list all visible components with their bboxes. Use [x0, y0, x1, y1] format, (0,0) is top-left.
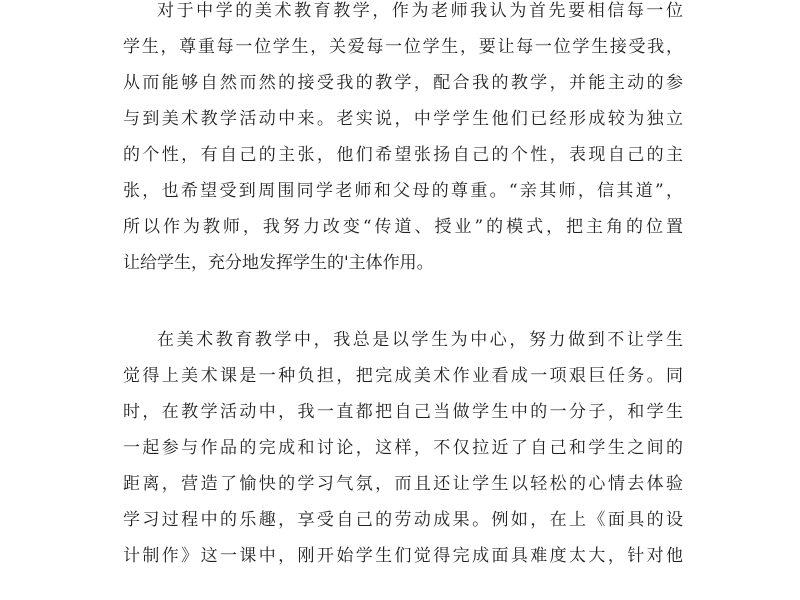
paragraph-1-line-2: 学生，尊重每一位学生，关爱每一位学生，要让每一位学生接受我， [123, 37, 683, 57]
paragraph-1-line-5: 的个性，有自己的主张，他们希望张扬自己的个性，表现自己的主 [123, 145, 683, 165]
paragraph-2-line-5: 距离，营造了愉快的学习气氛，而且还让学生以轻松的心情去体验 [123, 474, 683, 494]
paragraph-2-line-2: 觉得上美术课是一种负担，把完成美术作业看成一项艰巨任务。同 [123, 366, 683, 386]
paragraph-1-line-4: 与到美术教学活动中来。老实说，中学学生他们已经形成较为独立 [123, 109, 683, 129]
paragraph-2 [123, 322, 683, 574]
paragraph-2-line-1: 在美术教育教学中，我总是以学生为中心，努力做到不让学生 [157, 330, 683, 350]
paragraph-1-line-1: 对于中学的美术教育教学，作为老师我认为首先要相信每一位 [157, 1, 683, 21]
paragraph-1-line-6: 张，也希望受到周围同学老师和父母的尊重。“亲其师，信其道”， [123, 181, 683, 201]
paragraph-1 [123, 0, 683, 281]
paragraph-2-line-6: 学习过程中的乐趣，享受自己的劳动成果。例如，在上《面具的设 [123, 510, 683, 530]
paragraph-2-line-4: 一起参与作品的完成和讨论，这样，不仅拉近了自己和学生之间的 [123, 438, 683, 458]
paragraph-2-line-3: 时，在教学活动中，我一直都把自己当做学生中的一分子，和学生 [123, 402, 683, 422]
paragraph-2-line-7: 计制作》这一课中，刚开始学生们觉得完成面具难度太大，针对他 [123, 546, 683, 566]
paragraph-1-line-7: 所以作为教师，我努力改变“传道、授业”的模式，把主角的位置 [123, 217, 683, 237]
paragraph-1-line-8: 让给学生，充分地发挥学生的'主体作用。 [123, 253, 434, 273]
paragraph-1-line-3: 从而能够自然而然的接受我的教学，配合我的教学，并能主动的参 [123, 73, 683, 93]
